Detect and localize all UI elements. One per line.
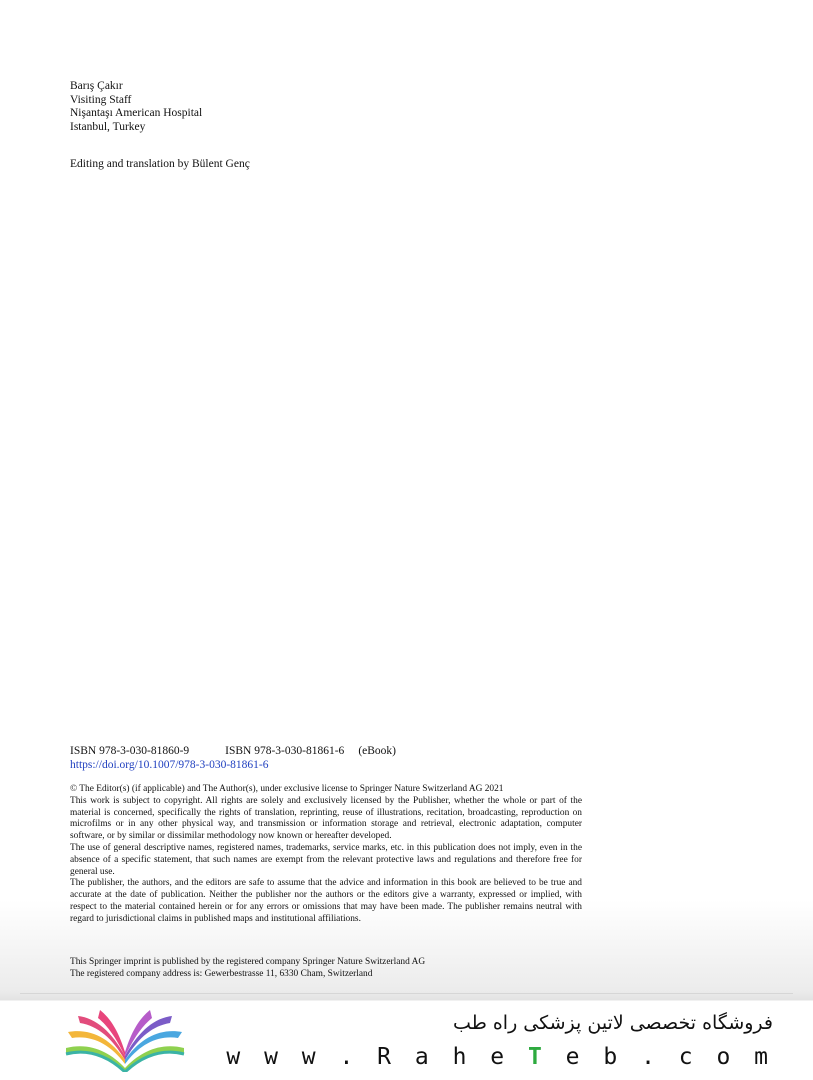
watermark-url-prefix: w w w . R a h e <box>226 1044 528 1070</box>
open-book-rainbow-icon <box>60 1008 190 1072</box>
author-name: Barış Çakır <box>70 80 123 92</box>
author-affiliation: Nişantaşı American Hospital <box>70 107 203 119</box>
legal-paragraph: The publisher, the authors, and the editors are safe to assume that the advice and information in this book are believed to be true and accurate at the date of publication. Neither the publisher nor the authors or the editors give a warranty, expressed or implied, with respect to the material contained herein or for any errors or omissions that may have been made. The publisher remains neutral with regard to jurisdictional claims in published maps and institutional affiliations. <box>70 878 582 924</box>
legal-notice <box>70 784 582 926</box>
author-title: Visiting Staff <box>70 93 132 106</box>
isbn-ebook: ISBN 978-3-030-81861-6 <box>225 745 345 757</box>
legal-paragraph: The use of general descriptive names, registered names, trademarks, service marks, etc. in this publication does not imply, even in the absence of a specific statement, that such names are exempt from the relevant protective laws and regulations and therefore free for general use. <box>70 842 582 877</box>
legal-paragraph: This work is subject to copyright. All rights are solely and exclusively licensed by the Publisher, whether the whole or part of the material is concerned, specifically the rights of translation, reprinting, reuse of illustrations, recitation, broadcasting, reproduction on microfilms or in any other physical way, and transmission or information storage and retrieval, electronic adaptation, computer software, or by similar or dissimilar methodology now known or hereafter developed. <box>70 795 582 842</box>
author-block <box>70 80 202 134</box>
watermark-url-accent: T <box>527 1044 547 1070</box>
copyright-line: © The Editor(s) (if applicable) and The Author(s), under exclusive license to Springer Nature Switzerland AG 2021 <box>70 784 504 794</box>
isbn-ebook-label: (eBook) <box>358 745 396 757</box>
isbn-line <box>70 745 396 757</box>
imprint-address: The registered company address is: Gewerbestrasse 11, 6330 Cham, Switzerland <box>70 968 373 979</box>
editing-credit: Editing and translation by Bülent Genç <box>70 158 250 170</box>
doi-link[interactable]: https://doi.org/10.1007/978-3-030-81861-6 <box>70 759 269 771</box>
imprint-block <box>70 957 425 981</box>
watermark-persian-text: فروشگاه تخصصی لاتین پزشکی راه طب <box>453 1012 773 1034</box>
author-location: Istanbul, Turkey <box>70 120 146 133</box>
watermark-url <box>226 1044 773 1070</box>
isbn-print: ISBN 978-3-030-81860-9 <box>70 745 190 757</box>
watermark-url-suffix: e b . c o m <box>546 1044 773 1070</box>
footer-divider <box>20 993 793 994</box>
imprint-line: This Springer imprint is published by the registered company Springer Nature Switzerland AG <box>70 957 426 967</box>
